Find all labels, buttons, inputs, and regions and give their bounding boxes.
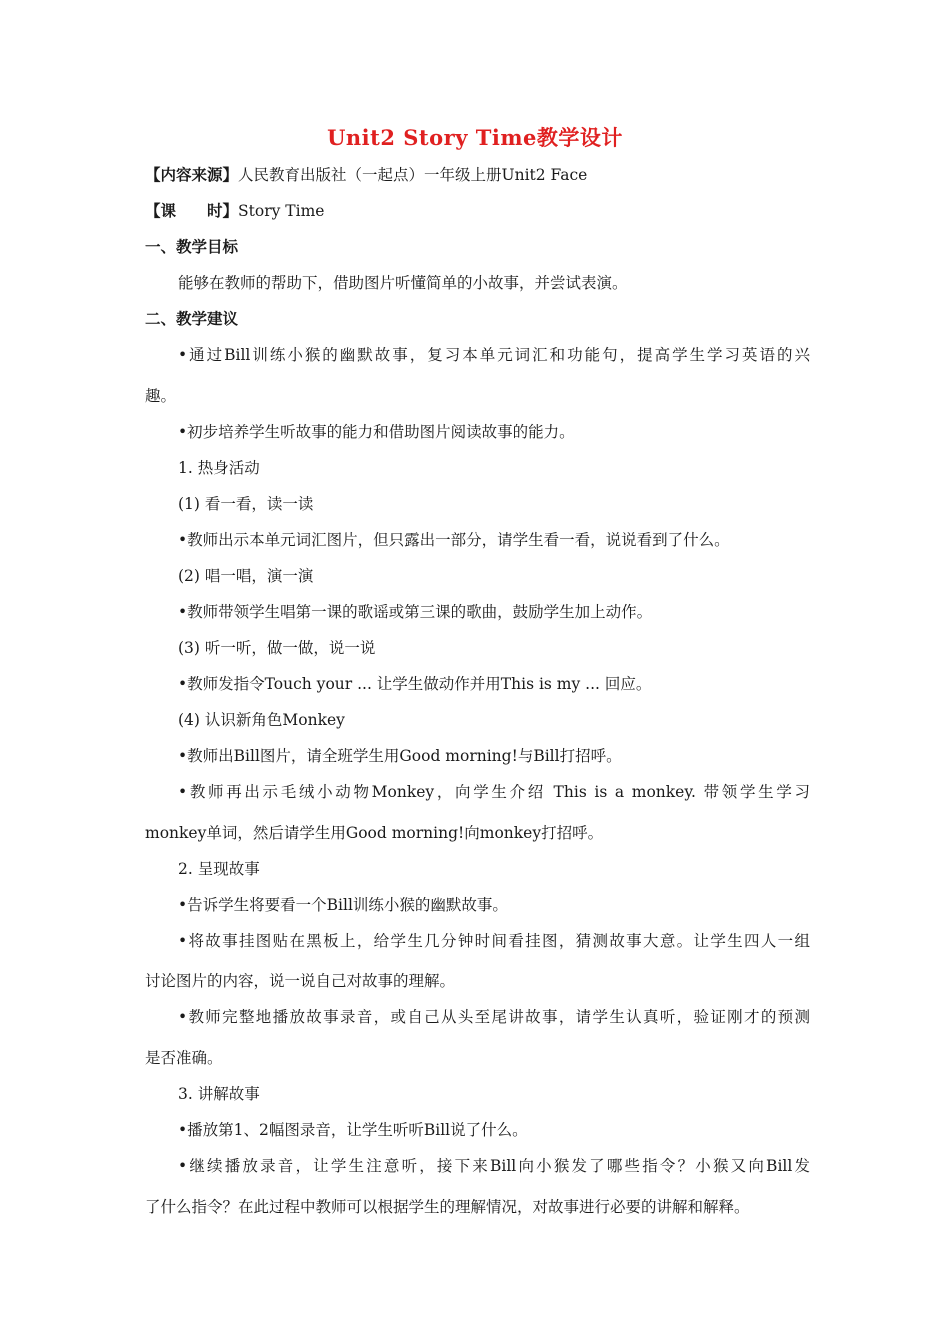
step3-item2b: 了什么指令？在此过程中教师可以根据学生的理解情况，对故事进行必要的讲解和解释。 (145, 1198, 750, 1216)
step2-item2a: •将故事挂图贴在黑板上，给学生几分钟时间看挂图，猜测故事大意。让学生四人一组 (178, 932, 810, 950)
step1-sub1-text: •教师出示本单元词汇图片，但只露出一部分，请学生看一看，说说看到了什么。 (178, 531, 730, 549)
source-value: 人民教育出版社（一起点）一年级上册Unit2 Face (238, 166, 588, 184)
step2-item2b: 讨论图片的内容，说一说自己对故事的理解。 (145, 972, 456, 990)
step1-sub3-text: •教师发指令Touch your ... 让学生做动作并用This is my ... 回应。 (178, 675, 652, 693)
step1-sub2-text: •教师带领学生唱第一课的歌谣或第三课的歌曲，鼓励学生加上动作。 (178, 603, 653, 621)
paragraph-1b: 趣。 (145, 387, 177, 405)
step2-item3a: •教师完整地播放故事录音，或自己从头至尾讲故事，请学生认真听，验证刚才的预测 (178, 1008, 810, 1026)
section2-heading: 二、教学建议 (145, 309, 239, 328)
step2-heading: 2. 呈现故事 (178, 860, 260, 878)
section1-heading: 一、教学目标 (145, 237, 239, 256)
step2-item3b: 是否准确。 (145, 1049, 223, 1067)
step1-sub4-text: •教师出Bill图片，请全班学生用Good morning!与Bill打招呼。 (178, 747, 622, 765)
step2-item1: •告诉学生将要看一个Bill训练小猴的幽默故事。 (178, 896, 508, 914)
document-title: Unit2 Story Time教学设计 (327, 125, 623, 150)
period-line (145, 199, 810, 221)
step3-heading: 3. 讲解故事 (178, 1085, 260, 1103)
source-line (145, 163, 810, 185)
paragraph-2: •初步培养学生听故事的能力和借助图片阅读故事的能力。 (178, 423, 575, 441)
source-label: 【内容来源】 (145, 165, 239, 184)
step1-sub4-extra-b: monkey单词，然后请学生用Good morning!向monkey打招呼。 (145, 824, 604, 842)
section1-text: 能够在教师的帮助下，借助图片听懂简单的小故事，并尝试表演。 (178, 274, 628, 292)
period-value: Story Time (238, 202, 325, 220)
step1-sub2: (2) 唱一唱，演一演 (178, 567, 314, 585)
period-label: 【课 时】 (145, 201, 239, 220)
step1-heading: 1. 热身活动 (178, 459, 260, 477)
step3-item1: •播放第1、2幅图录音，让学生听听Bill说了什么。 (178, 1121, 528, 1139)
paragraph-1a: •通过Bill训练小猴的幽默故事，复习本单元词汇和功能句，提高学生学习英语的兴 (178, 346, 810, 364)
step1-sub4-extra-a: •教师再出示毛绒小动物Monkey，向学生介绍 This is a monkey. 带领学生学习 (178, 783, 810, 801)
step1-sub1: (1) 看一看，读一读 (178, 495, 314, 513)
step1-sub3: (3) 听一听，做一做，说一说 (178, 639, 376, 657)
step3-item2a: •继续播放录音，让学生注意听，接下来Bill向小猴发了哪些指令？小猴又向Bill发 (178, 1157, 810, 1175)
step1-sub4: (4) 认识新角色Monkey (178, 711, 345, 729)
